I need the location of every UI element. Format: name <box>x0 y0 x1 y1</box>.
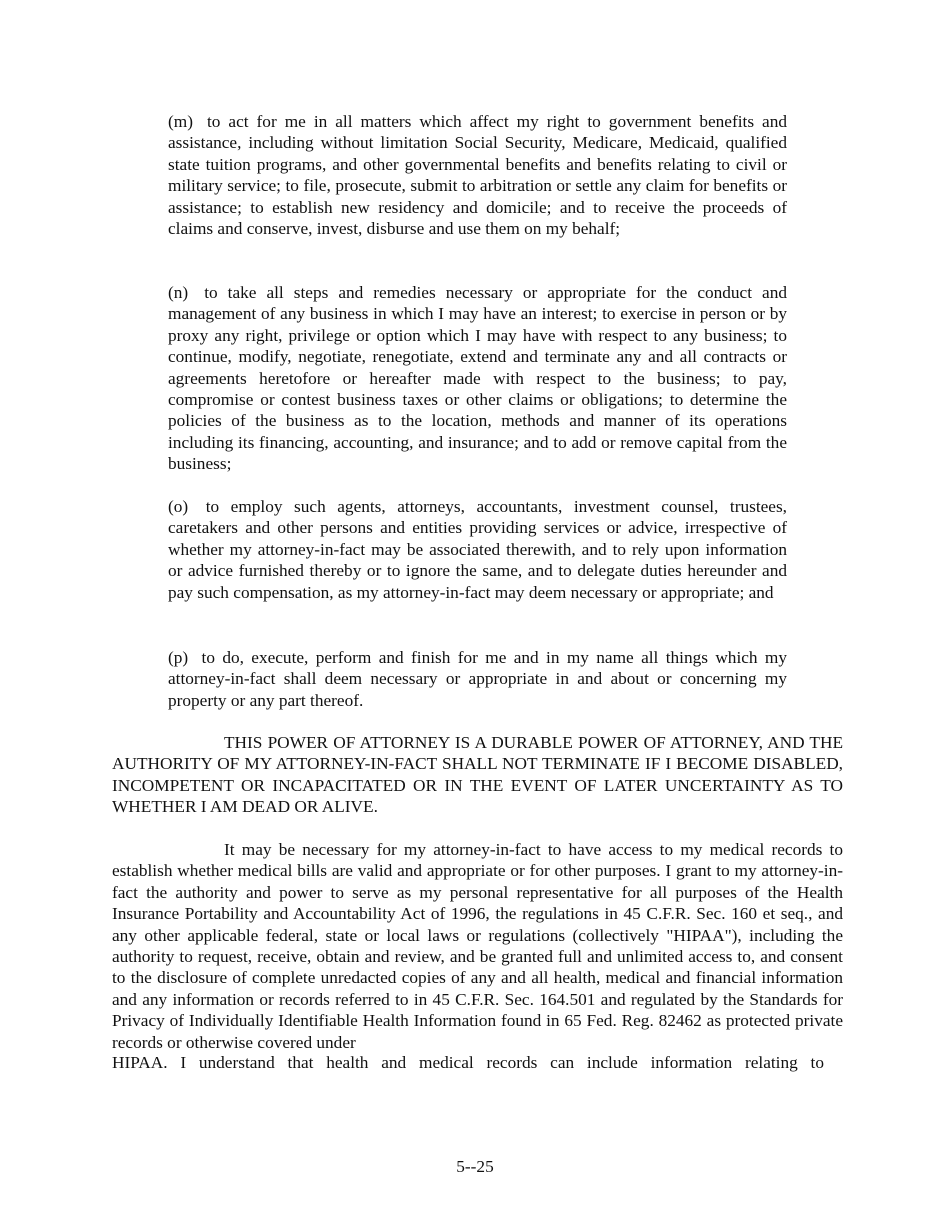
item-text: to take all steps and remedies necessary or appropriate for the conduct and management of any business in which I may have an interest; to exercise in person or by proxy any right, privilege or option which I may have with respect to any business; to continue, modify, negotiate, renegotiate, extend and terminate any and all contracts or agreements heretofore or hereafter made with respect to the business; to pay, compromise or contest business taxes or other claims or obligations; to determine the policies of the business as to the location, methods and manner of its operations including its financing, accounting, and insurance; and to add or remove capital from the business; <box>168 283 787 474</box>
power-item-m <box>168 111 787 239</box>
hipaa-paragraph: It may be necessary for my attorney-in-fact to have access to my medical records to establish whether medical bills are valid and appropriate or for other purposes. I grant to my attorney-in-fact the authority and power to serve as my personal representative for all purposes of the Health Insurance Portability and Accountability Act of 1996, the regulations in 45 C.F.R. Sec. 160 et seq., and any other applicable federal, state or local laws or regulations (collectively "HIPAA"), including the authority to request, receive, obtain and review, and be granted full and unlimited access to, and consent to the disclosure of complete unredacted copies of any and all health, medical and financial information and any information or records referred to in 45 C.F.R. Sec. 164.501 and regulated by the Standards for Privacy of Individually Identifiable Health Information found in 65 Fed. Reg. 82462 as protected private records or otherwise covered under <box>112 840 843 1052</box>
item-label: (o) <box>168 497 189 516</box>
power-item-n <box>168 282 787 475</box>
hipaa-paragraph-continuation: HIPAA. I understand that health and medical records can include information relating to <box>112 1053 824 1072</box>
item-label: (n) <box>168 283 189 302</box>
power-item-o <box>168 496 787 603</box>
durable-power-paragraph: THIS POWER OF ATTORNEY IS A DURABLE POWER OF ATTORNEY, AND THE AUTHORITY OF MY ATTORNEY-IN-FACT SHALL NOT TERMINATE IF I BECOME DISABLED, INCOMPETENT OR INCAPACITATED OR IN THE EVENT OF LATER UNCERTAINTY AS TO WHETHER I AM DEAD OR ALIVE. <box>112 733 843 817</box>
item-text: to act for me in all matters which affect my right to government benefits and assistance, including without limitation Social Security, Medicare, Medicaid, qualified state tuition programs, and other governmental benefits and benefits relating to civil or military service; to file, prosecute, submit to arbitration or settle any claim for benefits or assistance; to establish new residency and domicile; and to receive the proceeds of claims and conserve, invest, disburse and use them on my behalf; <box>168 112 788 239</box>
item-text: to do, execute, perform and finish for me and in my name all things which my attorney-in-fact shall deem necessary or appropriate in and about or concerning my property or any part thereof. <box>168 648 787 710</box>
item-label: (m) <box>168 112 193 131</box>
page-number: 5--25 <box>456 1157 494 1176</box>
power-item-p <box>168 647 787 711</box>
item-text: to employ such agents, attorneys, accountants, investment counsel, trustees, caretakers and other persons and entities providing services or advice, irrespective of whether my attorney-in-fact may be associated therewith, and to rely upon information or advice furnished thereby or to ignore the same, and to delegate duties hereunder and pay such compensation, as my attorney-in-fact may deem necessary or appropriate; and <box>168 497 788 602</box>
item-label: (p) <box>168 648 189 667</box>
